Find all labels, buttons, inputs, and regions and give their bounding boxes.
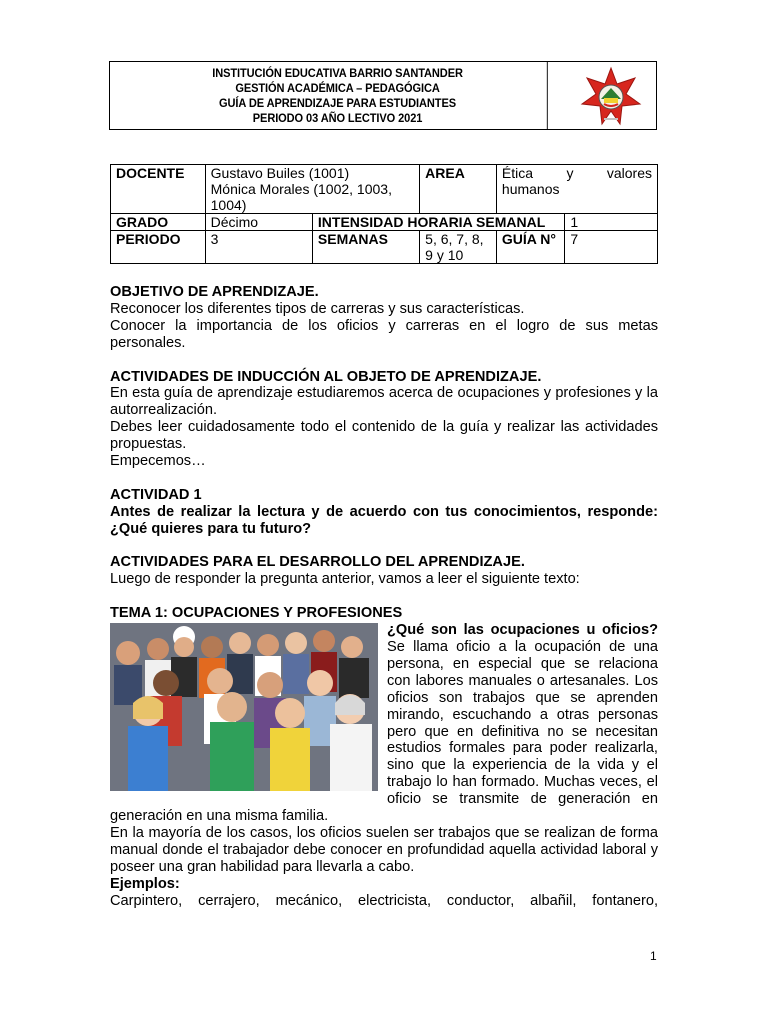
- table-row: [111, 214, 658, 231]
- objective-paragraph-2: Conocer la importancia de los oficios y carreras en el logro de sus metas personales.: [110, 317, 658, 351]
- semanas-label: SEMANAS: [312, 231, 419, 264]
- table-row: [111, 165, 658, 214]
- occupations-question-heading: ¿Qué son las ocupaciones u oficios?: [387, 622, 658, 639]
- header-line-2: GESTIÓN ACADÉMICA – PEDAGÓGICA: [235, 80, 440, 95]
- grado-value: Décimo: [205, 214, 312, 231]
- docente-label: DOCENTE: [111, 165, 206, 214]
- institution-header: [109, 61, 657, 130]
- docente-value: [205, 165, 420, 214]
- course-info-table: [110, 164, 658, 264]
- examples-paragraph: Carpintero, cerrajero, mecánico, electricista, conductor, albañil, fontanero,: [110, 892, 658, 909]
- header-line-1: INSTITUCIÓN EDUCATIVA BARRIO SANTANDER: [212, 65, 463, 80]
- grado-label: GRADO: [111, 214, 206, 231]
- induction-heading: ACTIVIDADES DE INDUCCIÓN AL OBJETO DE APRENDIZAJE.: [110, 368, 542, 385]
- school-crest-star-icon: [580, 66, 642, 126]
- area-value: Ética y valores humanos: [496, 165, 657, 214]
- activity-1-question: Antes de realizar la lectura y de acuerdo con tus conocimientos, responde: ¿Qué quieres para tu futuro?: [110, 503, 658, 537]
- header-text: [128, 62, 548, 129]
- semanas-value: 5, 6, 7, 8, 9 y 10: [420, 231, 497, 264]
- header-line-3: GUÍA DE APRENDIZAJE PARA ESTUDIANTES: [219, 95, 457, 110]
- table-row: [111, 231, 658, 264]
- guia-value: 7: [565, 231, 658, 264]
- workers-group-photo: [110, 623, 378, 791]
- docente-line-1: Gustavo Builes (1001): [210, 165, 350, 181]
- guia-label: GUÍA N°: [496, 231, 564, 264]
- development-paragraph: Luego de responder la pregunta anterior, vamos a leer el siguiente texto:: [110, 571, 580, 588]
- induction-paragraph-2: Debes leer cuidadosamente todo el contenido de la guía y realizar las actividades propuestas.: [110, 419, 658, 453]
- periodo-value: 3: [205, 231, 312, 264]
- occupations-paragraph-1: Se llama oficio a la ocupación de una persona, en especial que se relaciona con labores manuales o artesanales. Los oficios son trabajos que se aprenden mirando, escuchando a otras personas pero que en definitiva no se necesitan estudios formales para poder realizarla, sino que la experiencia de la vida y el trabajo lo han formado. Muchas veces, el oficio se transmite de generación en generación en una misma familia.: [110, 638, 658, 825]
- periodo-label: PERIODO: [111, 231, 206, 264]
- intensidad-label: INTENSIDAD HORARIA SEMANAL: [312, 214, 564, 231]
- school-logo: [566, 62, 656, 129]
- topic-1-heading: TEMA 1: OCUPACIONES Y PROFESIONES: [110, 605, 403, 622]
- activity-1-heading: ACTIVIDAD 1: [110, 486, 202, 503]
- examples-heading: Ejemplos:: [110, 875, 180, 892]
- area-label: AREA: [420, 165, 497, 214]
- development-heading: ACTIVIDADES PARA EL DESARROLLO DEL APRENDIZAJE.: [110, 554, 525, 571]
- docente-line-2: Mónica Morales (1002, 1003, 1004): [210, 181, 392, 213]
- workers-group-illustration: [110, 623, 378, 791]
- objective-heading: OBJETIVO DE APRENDIZAJE.: [110, 284, 319, 300]
- induction-paragraph-1: En esta guía de aprendizaje estudiaremos acerca de ocupaciones y profesiones y la autorrealización.: [110, 385, 658, 419]
- guide-content: [110, 284, 658, 909]
- occupations-paragraph-2: En la mayoría de los casos, los oficios suelen ser trabajos que se realizan de forma manual donde el trabajador debe conocer en profundidad aquella actividad laboral y poseer una gran habilidad para llevarla a cabo.: [110, 824, 658, 875]
- objective-paragraph-1: Reconocer los diferentes tipos de carreras y sus características.: [110, 300, 525, 317]
- page-number: 1: [650, 949, 657, 963]
- header-line-4: PERIODO 03 AÑO LECTIVO 2021: [252, 110, 423, 125]
- intensidad-value: 1: [565, 214, 658, 231]
- induction-paragraph-3: Empecemos…: [110, 453, 206, 470]
